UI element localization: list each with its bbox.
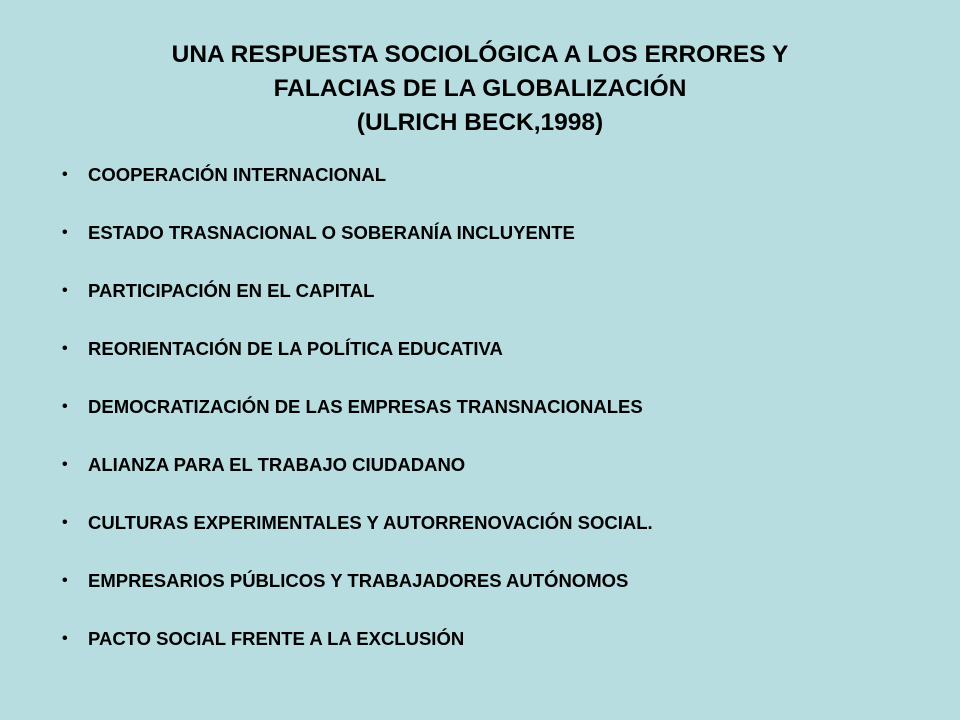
list-item: [56, 564, 916, 622]
list-item: [56, 332, 916, 390]
title-line: (ULRICH BECK,1998): [356, 109, 604, 136]
list-item: [56, 274, 916, 332]
list-item-text: ESTADO TRASNACIONAL O SOBERANÍA INCLUYENTE: [88, 222, 575, 243]
bullet-icon: •: [62, 166, 68, 183]
list-item-text: COOPERACIÓN INTERNACIONAL: [88, 164, 387, 185]
list-item: [56, 216, 916, 274]
list-item: [56, 158, 916, 216]
list-item-text: PACTO SOCIAL FRENTE A LA EXCLUSIÓN: [88, 628, 465, 649]
bullet-icon: •: [62, 282, 68, 299]
bullet-icon: •: [62, 340, 68, 357]
bullet-list: [56, 158, 916, 680]
bullet-icon: •: [62, 630, 68, 647]
list-item-text: EMPRESARIOS PÚBLICOS Y TRABAJADORES AUTÓNOMOS: [88, 570, 629, 591]
list-item-text: PARTICIPACIÓN EN EL CAPITAL: [88, 280, 375, 301]
list-item: [56, 622, 916, 680]
bullet-icon: •: [62, 456, 68, 473]
bullet-icon: •: [62, 398, 68, 415]
title-line: UNA RESPUESTA SOCIOLÓGICA A LOS ERRORES Y: [171, 41, 789, 68]
title-line: FALACIAS DE LA GLOBALIZACIÓN: [273, 75, 687, 102]
list-item-text: DEMOCRATIZACIÓN DE LAS EMPRESAS TRANSNACIONALES: [88, 396, 643, 417]
list-item-text: CULTURAS EXPERIMENTALES Y AUTORRENOVACIÓN SOCIAL.: [88, 512, 653, 533]
slide-title: [60, 38, 900, 140]
list-item: [56, 506, 916, 564]
list-item-text: REORIENTACIÓN DE LA POLÍTICA EDUCATIVA: [88, 338, 503, 359]
bullet-icon: •: [62, 224, 68, 241]
bullet-icon: •: [62, 514, 68, 531]
list-item-text: ALIANZA PARA EL TRABAJO CIUDADANO: [88, 454, 466, 475]
list-item: [56, 390, 916, 448]
list-item: [56, 448, 916, 506]
bullet-icon: •: [62, 572, 68, 589]
